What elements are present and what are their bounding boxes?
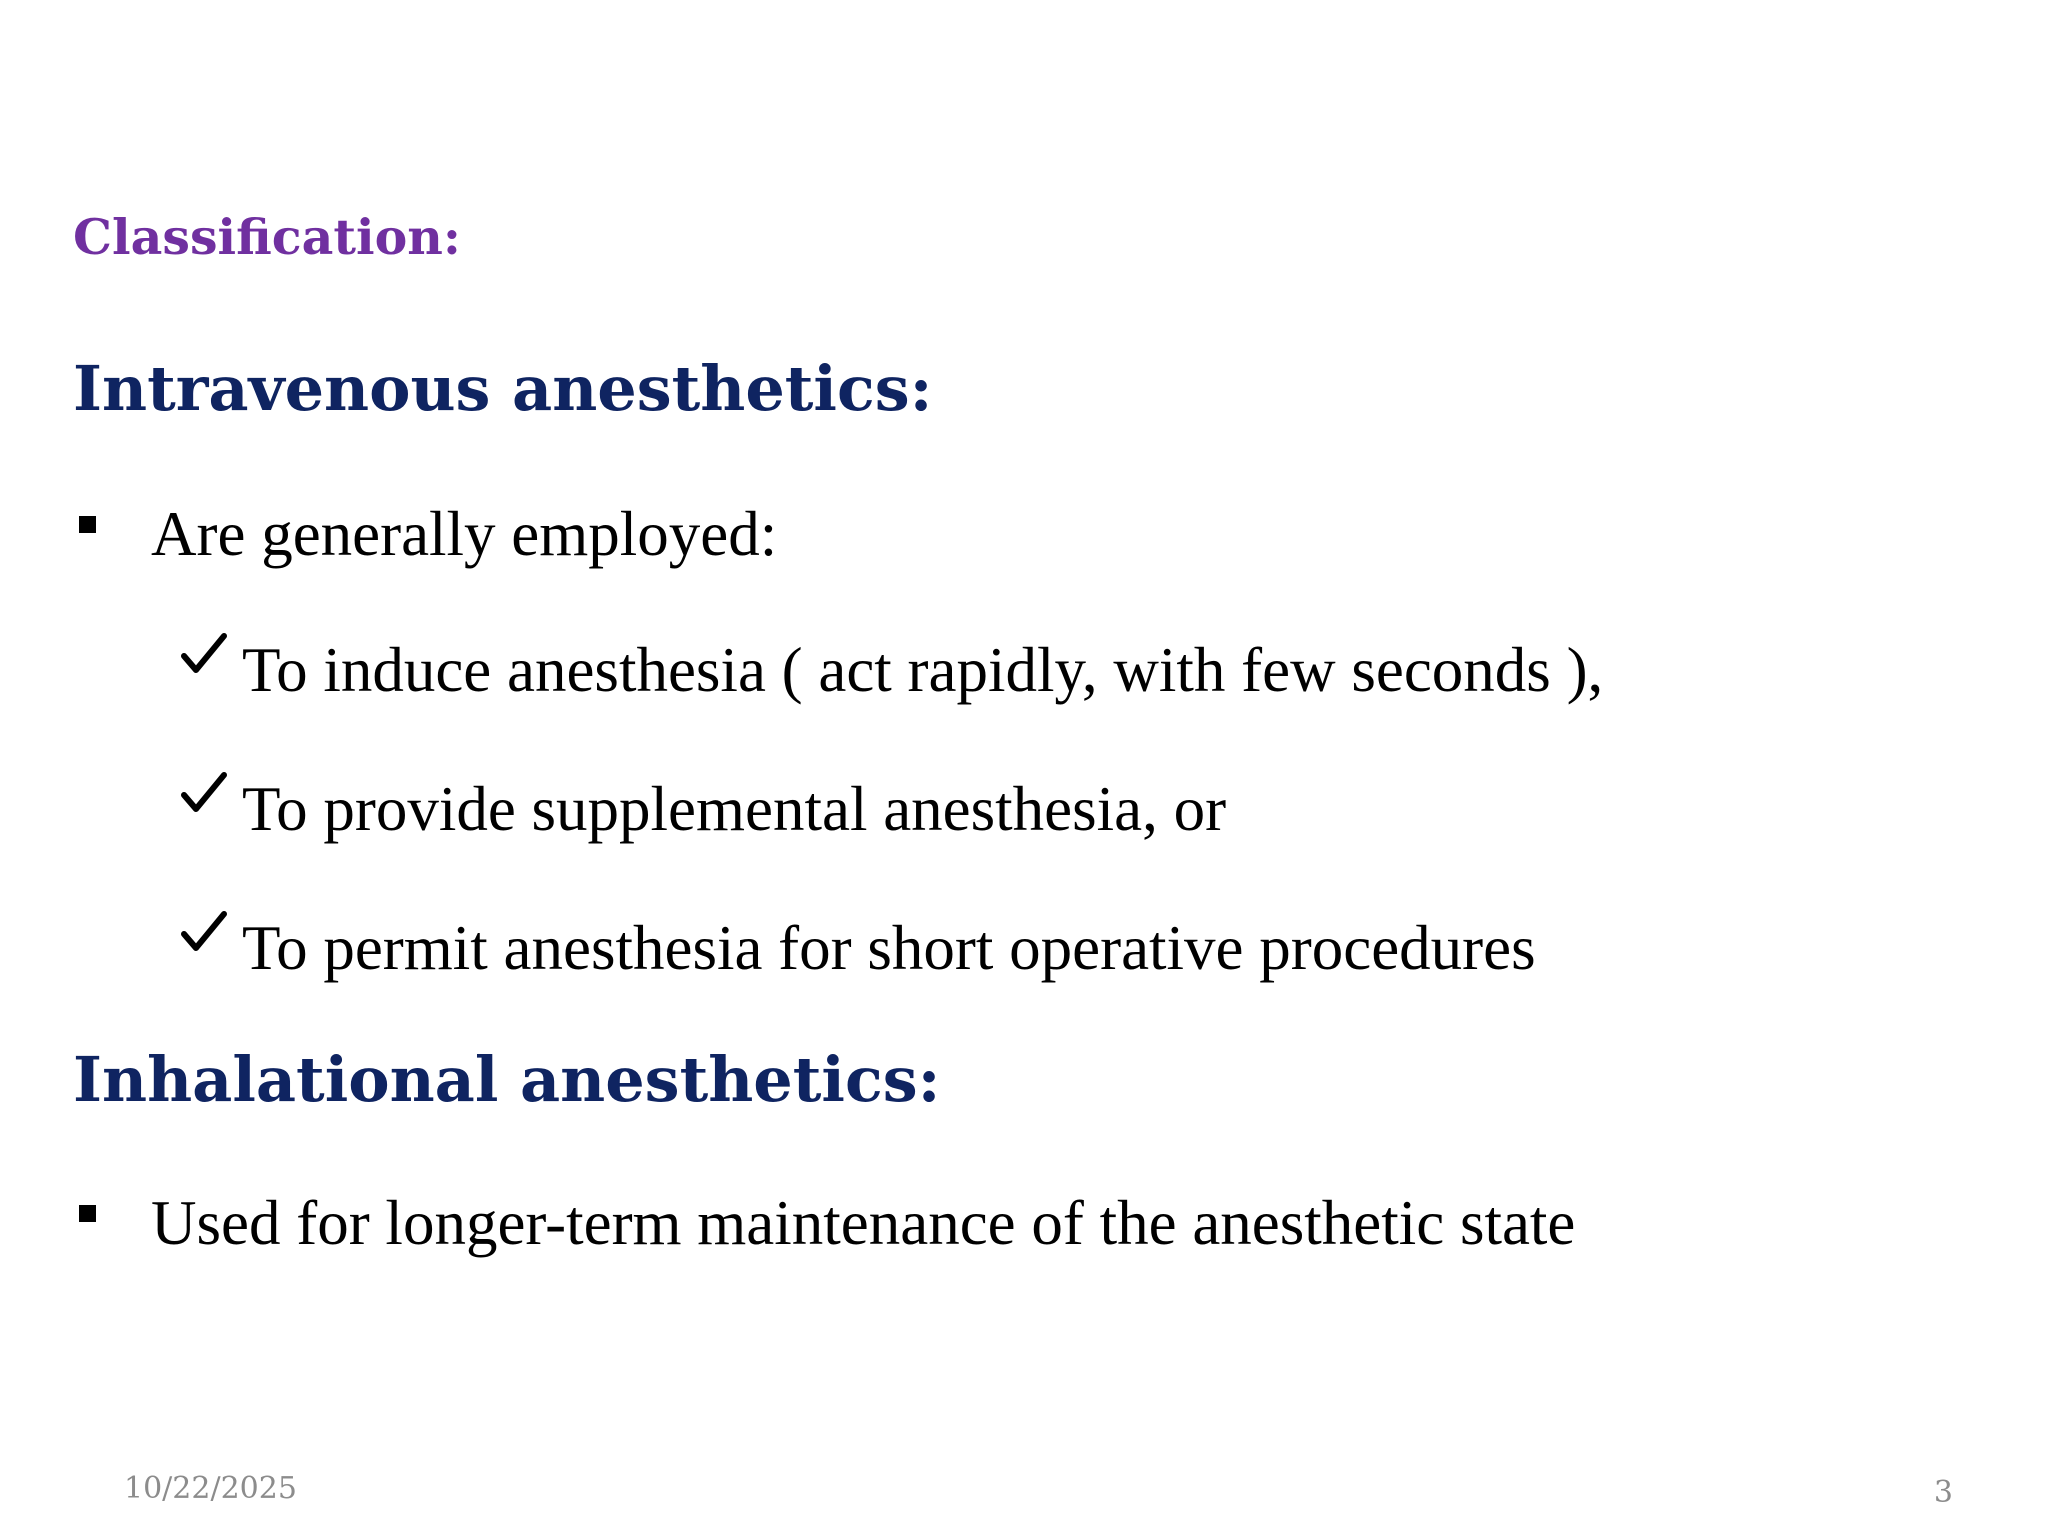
bullet-text: Used for longer-term maintenance of the anesthetic state xyxy=(151,1188,1576,1258)
footer-date: 10/22/2025 xyxy=(124,1471,297,1506)
bullet-text: Are generally employed: xyxy=(151,499,778,569)
check-text: To permit anesthesia for short operative procedures xyxy=(242,913,1536,983)
section-title-inhalational: Inhalational anesthetics: xyxy=(73,1043,941,1116)
slide-heading: Classification: xyxy=(73,208,462,266)
checkmark-icon xyxy=(178,628,232,682)
square-bullet-icon xyxy=(79,516,96,533)
page-number: 3 xyxy=(1933,1475,1953,1510)
checkmark-icon xyxy=(178,767,232,821)
check-text: To provide supplemental anesthesia, or xyxy=(242,774,1227,844)
checkmark-icon xyxy=(178,906,232,960)
square-bullet-icon xyxy=(79,1205,96,1222)
check-text: To induce anesthesia ( act rapidly, with few seconds ), xyxy=(242,635,1604,705)
section-title-intravenous: Intravenous anesthetics: xyxy=(73,352,933,425)
